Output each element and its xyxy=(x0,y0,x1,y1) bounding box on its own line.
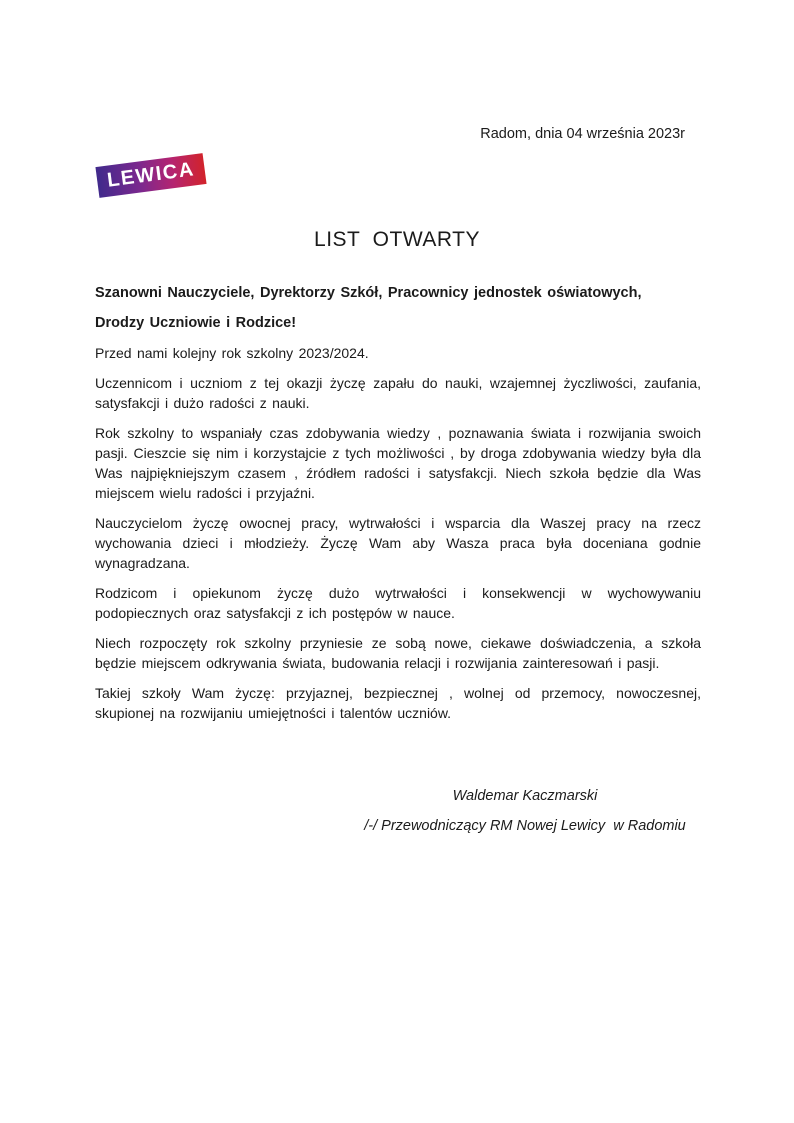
lewica-logo-text: LEWICA xyxy=(105,158,196,192)
letter-body xyxy=(95,283,701,733)
paragraph-school-year: Rok szkolny to wspaniały czas zdobywania wiedzy , poznawania świata i rozwijania swoich pasji. Cieszcie się nim i korzystajcie z tych możliwości , by droga zdobywania wiedzy była dla Was najpiękniejszym czasem , źródłem radości i satysfakcji. Niech szkoła będzie dla Was miejscem wielu radości i przyjaźni. xyxy=(95,425,701,501)
signature-name: Waldemar Kaczmarski xyxy=(452,788,598,804)
date-line: Radom, dnia 04 września 2023r xyxy=(480,126,685,142)
lewica-logo xyxy=(95,153,206,198)
paragraph-teachers-wishes: Nauczycielom życzę owocnej pracy, wytrwałości i wsparcia dla Waszej pracy na rzecz wychowania dzieci i młodzieży. Życzę Wam aby Wasza praca była doceniana godnie wynagradzana. xyxy=(95,515,701,571)
paragraph-school-vision: Takiej szkoły Wam życzę: przyjaznej, bezpiecznej , wolnej od przemocy, nowoczesnej, skupionej na rozwijaniu umiejętności i talentów uczniów. xyxy=(95,685,701,721)
letter-title: LIST OTWARTY xyxy=(314,228,480,251)
paragraph-new-year-hopes: Niech rozpoczęty rok szkolny przyniesie ze sobą nowe, ciekawe doświadczenia, a szkoła będzie miejscem odkrywania świata, budowania relacji i rozwijania zainteresowań i pasji. xyxy=(95,635,701,671)
signature-block xyxy=(350,786,700,836)
paragraph-intro: Przed nami kolejny rok szkolny 2023/2024. xyxy=(95,345,369,361)
paragraph-students-wishes: Uczennicom i uczniom z tej okazji życzę zapału do nauki, wzajemnej życzliwości, zaufania, satysfakcji i dużo radości z nauki. xyxy=(95,375,701,411)
salutation-line-2: Drodzy Uczniowie i Rodzice! xyxy=(95,315,297,331)
signature-role: /-/ Przewodniczący RM Nowej Lewicy w Radomiu xyxy=(364,818,686,834)
salutation-line-1: Szanowni Nauczyciele, Dyrektorzy Szkół, Pracownicy jednostek oświatowych, xyxy=(95,285,642,301)
paragraph-parents-wishes: Rodzicom i opiekunom życzę dużo wytrwałości i konsekwencji w wychowywaniu podopiecznych oraz satysfakcji z ich postępów w nauce. xyxy=(95,585,701,621)
